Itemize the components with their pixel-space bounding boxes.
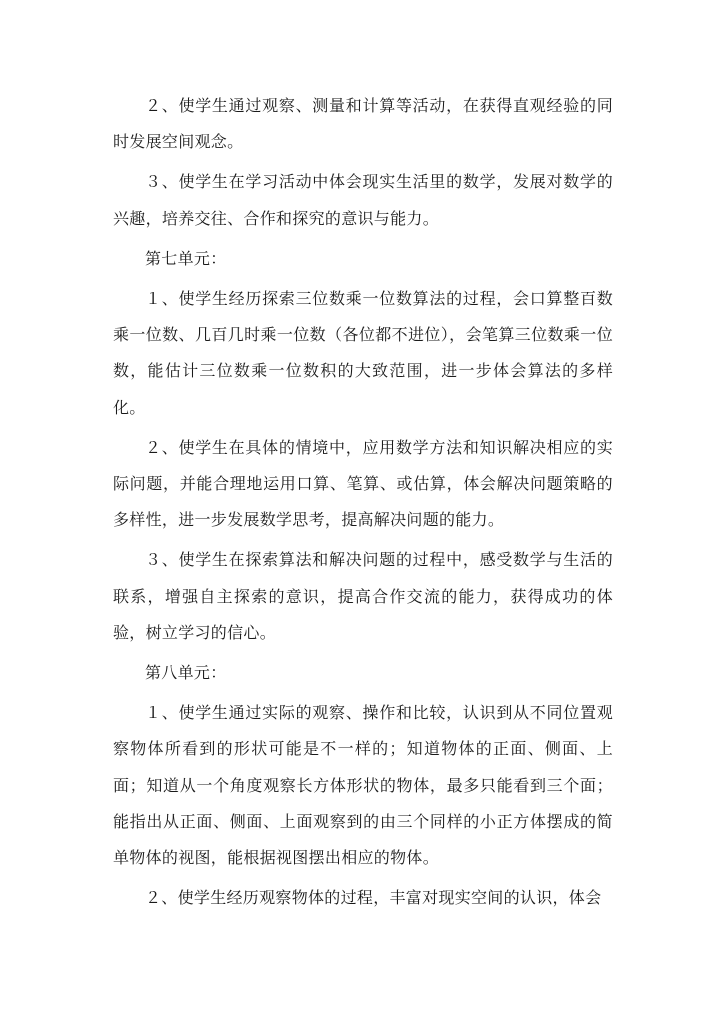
unit-8-goal-1: １、使学生通过实际的观察、操作和比较，认识到从不同位置观察物体所看到的形状可能是不一样的；知道物体的正面、侧面、上面；知道从一个角度观察长方体形状的物体，最多只能看到三个面；能指出从正面、侧面、上面观察到的由三个同样的小正方体摆成的简单物体的视图，能根据视图摆出相应的物体。 xyxy=(113,703,613,868)
unit-7-goal-3: ３、使学生在探索算法和解决问题的过程中，感受数学与生活的联系，增强自主探索的意识，提高合作交流的能力，获得成功的体验，树立学习的信心。 xyxy=(113,550,613,642)
unit-8-goal-2: ２、使学生经历观察物体的过程，丰富对现实空间的认识，体会 xyxy=(145,888,602,908)
unit-7-goal-2: ２、使学生在具体的情境中，应用数学方法和知识解决相应的实际问题，并能合理地运用口算、笔算、或估算，体会解决问题策略的多样性，进一步发展数学思考，提高解决问题的能力。 xyxy=(113,437,613,530)
unit-7-goal-1: １、使学生经历探索三位数乘一位数算法的过程，会口算整百数乘一位数、几百几时乘一位数（各位都不进位），会笔算三位数乘一位数，能估计三位数乘一位数积的大致范围，进一步体会算法的多样化。 xyxy=(113,289,613,417)
paragraph-goal-3-interest: ３、使学生在学习活动中体会现实生活里的数学，发展对数学的兴趣，培养交往、合作和探究的意识与能力。 xyxy=(113,172,613,228)
paragraph-goal-2-spatial: ２、使学生通过观察、测量和计算等活动，在获得直观经验的同时发展空间观念。 xyxy=(113,96,613,152)
unit-7-heading: 第七单元： xyxy=(145,248,227,268)
unit-8-heading: 第八单元： xyxy=(145,663,227,683)
document-body xyxy=(113,88,613,916)
